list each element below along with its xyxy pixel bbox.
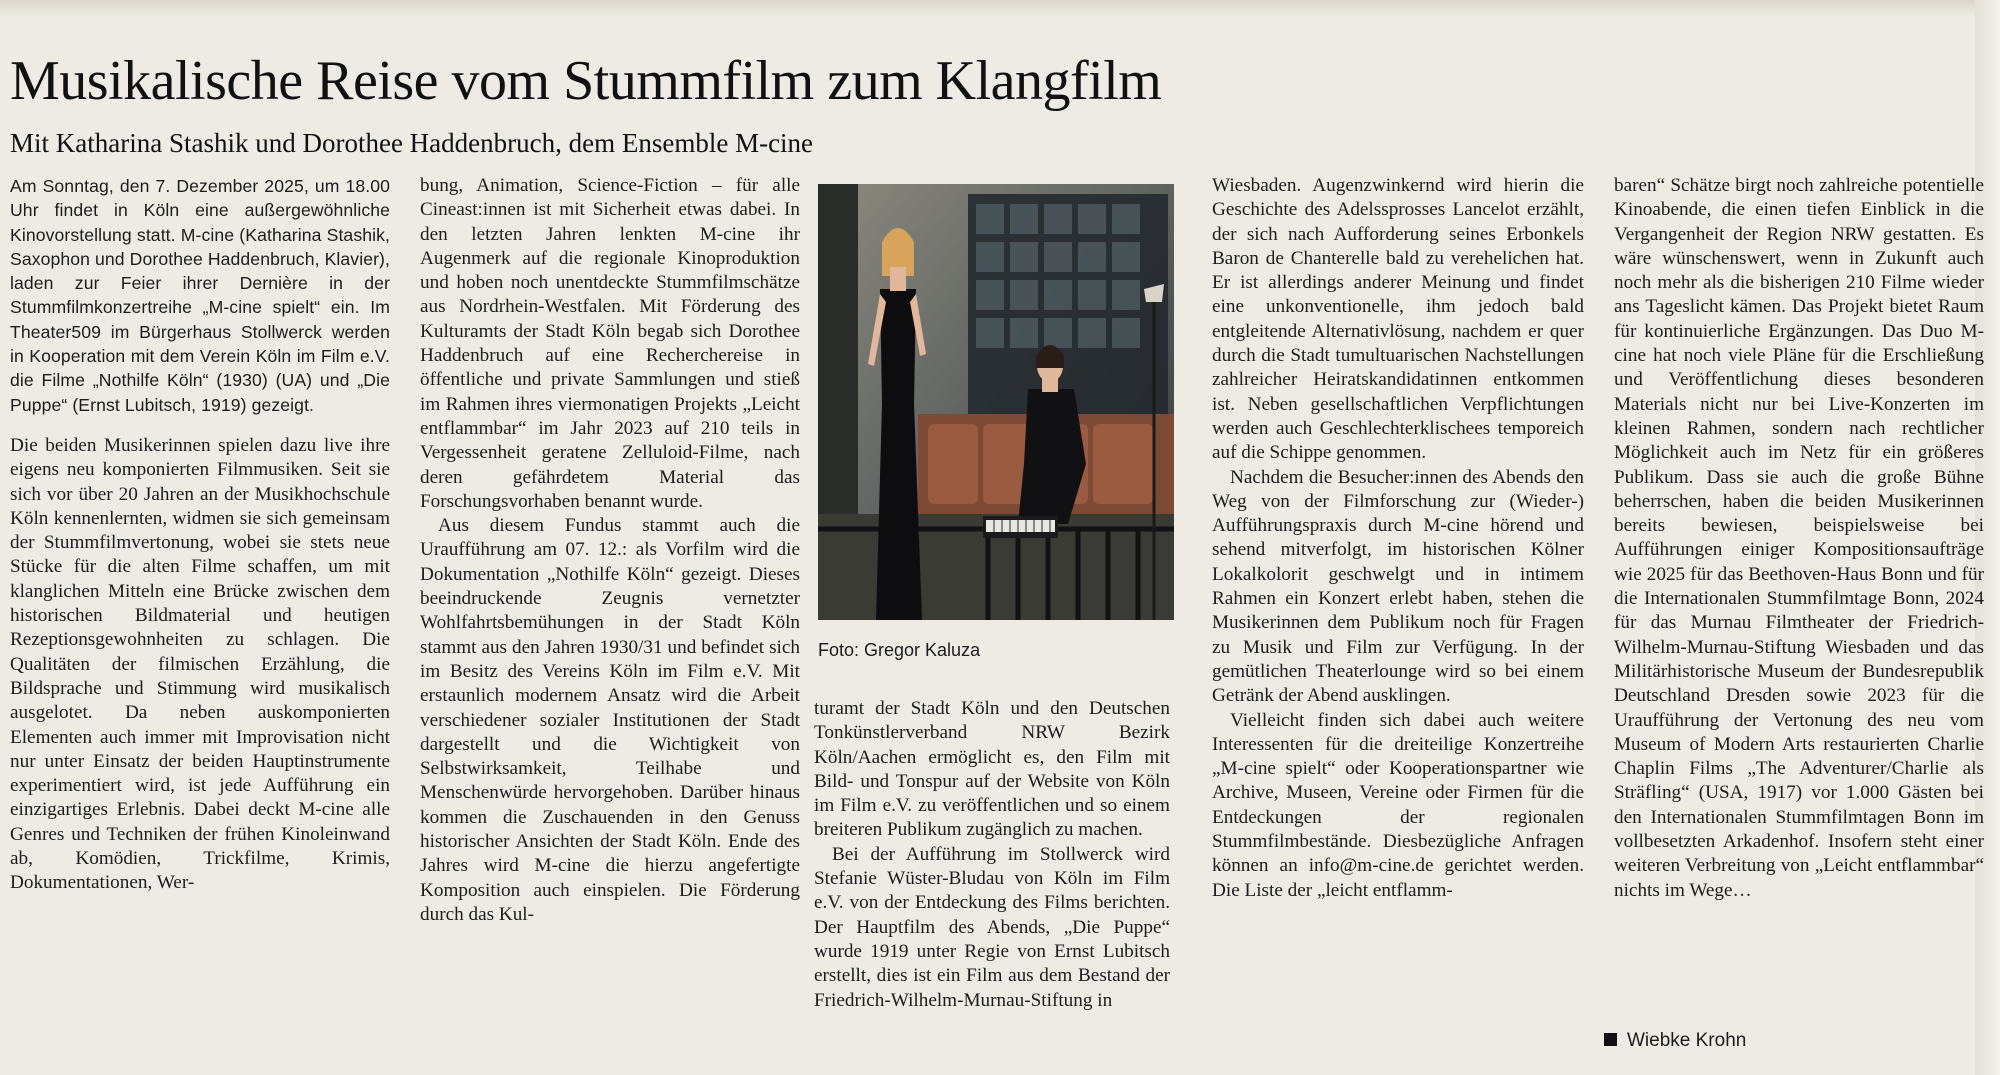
article-headline: Musikalische Reise vom Stummfilm zum Klangfilm (10, 50, 1162, 112)
body-paragraph-3-part-b: Wiesbaden. Augenzwinkernd wird hierin die Geschichte des Adelssprosses Lancelot erzählt, der sich nach Aufforderung seines Erbonkels Baron de Chanterelle bald zu verehelichen hat. Er ist allerdings anderer Meinung und findet eine unkonventionelle, ihm jedoch bald entgleitende Alternativlösung, nachdem er quer durch die Stadt tumultuarischen Nachstellungen zahlreicher Heiratskandidatinnen entkommen ist. Neben gesellschaftlichen Verpflichtungen werden auch Geschlechterklischees temporeich auf die Schippe genommen. (1212, 175, 1584, 464)
body-paragraph-3-part-a: Bei der Aufführung im Stollwerck wird Stefanie Wüster-Bludau von Köln im Film e.V. von der Entdeckung des Films berichten. Der Hauptfilm des Abends, „Die Puppe“ wurde 1919 unter Regie von Ernst Lubitsch erstellt, dies ist ein Film aus dem Bestand der Friedrich-Wilhelm-Murnau-Stiftung in (814, 843, 1170, 1011)
photo-musicians-theater (818, 184, 1174, 620)
column-1 (10, 174, 390, 896)
square-bullet-icon (1604, 1033, 1617, 1046)
body-paragraph-2-part-a: Aus diesem Fundus stammt auch die Uraufführung am 07. 12.: als Vorfilm wird die Dokumentation „Nothilfe Köln“ gezeigt. Dieses beeindruckende Zeugnis vernetzter Wohlfahrtsbemühungen in der Stadt Köln stammt aus den Jahren 1930/31 und befindet sich im Besitz des Vereins Köln im Film e.V. Mit erstaunlich modernem Ansatz wird die Arbeit verschiedener sozialer Institutionen der Stadt dargestellt und die Wichtigkeit von Selbstwirksamkeit, Teilhabe und Menschenwürde hervorgehoben. Darüber hinaus kommen die Zuschauenden in den Genuss historischer Ansichten der Stadt Köln. Ende des Jahres wird M-cine die hierzu angefertigte Komposition auch einspielen. Die Förderung durch das Kul- (420, 515, 800, 925)
body-paragraph-1-part-b: bung, Animation, Science-Fiction – für alle Cineast:innen ist mit Sicherheit etwas dabei. In den letzten Jahren lenkten M-cine ihr Augenmerk auf die regionale Kinoproduktion und hoben noch unentdeckte Stummfilmschätze aus Nordrhein-Westfalen. Mit Förderung des Kulturamts der Stadt Köln begab sich Dorothee Haddenbruch auf eine Recherchereise in öffentliche und private Sammlungen und stieß im Rahmen ihres viermonatigen Projekts „Leicht entflammbar“ im Jahr 2023 auf 210 teils in Vergessenheit geratene Zelluloid-Filme, nach deren gefährdetem Material das Forschungsvorhaben benannt wurde. (420, 175, 800, 512)
page-top-edge (0, 0, 2000, 16)
body-paragraph-4: Nachdem die Besucher:innen des Abends den Weg von der Filmforschung zur (Wieder-) Aufführungspraxis durch M-cine hörend und sehend mitverfolgt, im historischen Kölner Lokalkolorit geschwelgt und in intimem Rahmen ein Konzert erlebt haben, stehen die Musikerinnen dem Publikum noch für Fragen zu Musik und Film zur Verfügung. In der gemütlichen Theaterlounge wird so bei einem Getränk der Abend ausklingen. (1212, 466, 1584, 707)
article-subheadline: Mit Katharina Stashik und Dorothee Haddenbruch, dem Ensemble M-cine (10, 128, 814, 158)
column-2 (420, 174, 800, 927)
column-4 (1212, 174, 1584, 903)
body-paragraph-5-part-a: Vielleicht finden sich dabei auch weitere Interessenten für die dreiteilige Konzertreihe „M-cine spielt“ oder Kooperationspartner wie Archive, Museen, Vereine oder Firmen für die Entdeckungen der regionalen Stummfilmbestände. Diesbezügliche Anfragen können an info@m-cine.de gerichtet werden. Die Liste der „leicht entflamm- (1212, 709, 1584, 901)
column-5 (1614, 174, 1984, 903)
author-name: Wiebke Krohn (1627, 1030, 1747, 1051)
photo-caption: Foto: Gregor Kaluza (818, 640, 981, 660)
body-paragraph-2-part-b: turamt der Stadt Köln und den Deutschen Tonkünstlerverband NRW Bezirk Köln/Aachen ermöglicht es, den Film mit Bild- und Tonspur auf der Website von Köln im Film e.V. zu veröffentlichen und so einem breiteren Publikum zugänglich zu machen. (814, 698, 1170, 841)
column-3 (814, 697, 1170, 1013)
author-byline (1604, 1029, 1746, 1053)
body-paragraph-5-part-b: baren“ Schätze birgt noch zahlreiche potentielle Kinoabende, die einen tiefen Einblick in die Vergangenheit der Region NRW gestatten. Es wäre wünschenswert, wenn in Zukunft auch noch mehr als die bisherigen 210 Filme wieder ans Tageslicht kämen. Das Projekt bietet Raum für kontinuierliche Ergänzungen. Das Duo M-cine hat noch viele Pläne für die Erschließung und Veröffentlichung dieses besonderen Materials nicht nur bei Live-Konzerten im kleinen Rahmen, sondern nach rechtlicher Möglichkeit auch im Netz für ein größeres Publikum. Dass sie auch die große Bühne beherrschen, haben die beiden Musikerinnen bereits bewiesen, beispielsweise bei Aufführungen einiger Kompositionsaufträge wie 2025 für das Beethoven-Haus Bonn und für die Internationalen Stummfilmtage Bonn, 2024 für das Murnau Filmtheater der Friedrich-Wilhelm-Murnau-Stiftung Wiesbaden und das Militärhistorische Museum der Bundesrepublik Deutschland Dresden sowie 2023 für die Uraufführung der Vertonung des neu vom Museum of Modern Arts restaurierten Charlie Chaplin Films „The Adventurer/Charlie als Sträfling“ (USA, 1917) vor 1.000 Gästen bei den Internationalen Stummfilmtagen Bonn im vollbesetzten Arkadenhof. Insofern steht einer weiteren Verbreitung von „Leicht entflammbar“ nichts im Wege… (1614, 175, 1984, 901)
body-paragraph-1-part-a: Die beiden Musikerinnen spielen dazu live ihre eigens neu komponierten Filmmusiken. Seit sie sich vor über 20 Jahren an der Musikhochschule Köln kennenlernten, widmen sie sich gemeinsam der Stummfilmvertonung, wobei sie stets neue Stücke für die alten Filme schaffen, um mit klanglichen Mitteln eine Brücke zwischen dem historischen Bildmaterial und heutigen Rezeptionsgewohnheiten zu schlagen. Die Qualitäten der filmischen Erzählung, die Bildsprache und Stimmung wird musikalisch ausgelotet. Da neben auskomponierten Elementen auch immer mit Improvisation nicht nur unter Einsatz der beiden Hauptinstrumente experimentiert wird, ist jede Aufführung ein einzigartiges Erlebnis. Dabei deckt M-cine alle Genres und Techniken der frühen Kinoleinwand ab, Komödien, Trickfilme, Krimis, Dokumentationen, Wer- (10, 434, 390, 894)
article-photo (818, 184, 1174, 620)
article-lead: Am Sonntag, den 7. Dezember 2025, um 18.00 Uhr findet in Köln eine außergewöhnliche Kinovorstellung statt. M-cine (Katharina Stashik, Saxophon und Dorothee Haddenbruch, Klavier), laden zur Feier ihrer Dernière in der Stummfilmkonzertreihe „M-cine spielt“ ein. Im Theater509 im Bürgerhaus Stollwerck werden in Kooperation mit dem Verein Köln im Film e.V. die Filme „Nothilfe Köln“ (1930) (UA) und „Die Puppe“ (Ernst Lubitsch, 1919) gezeigt. (10, 176, 390, 415)
